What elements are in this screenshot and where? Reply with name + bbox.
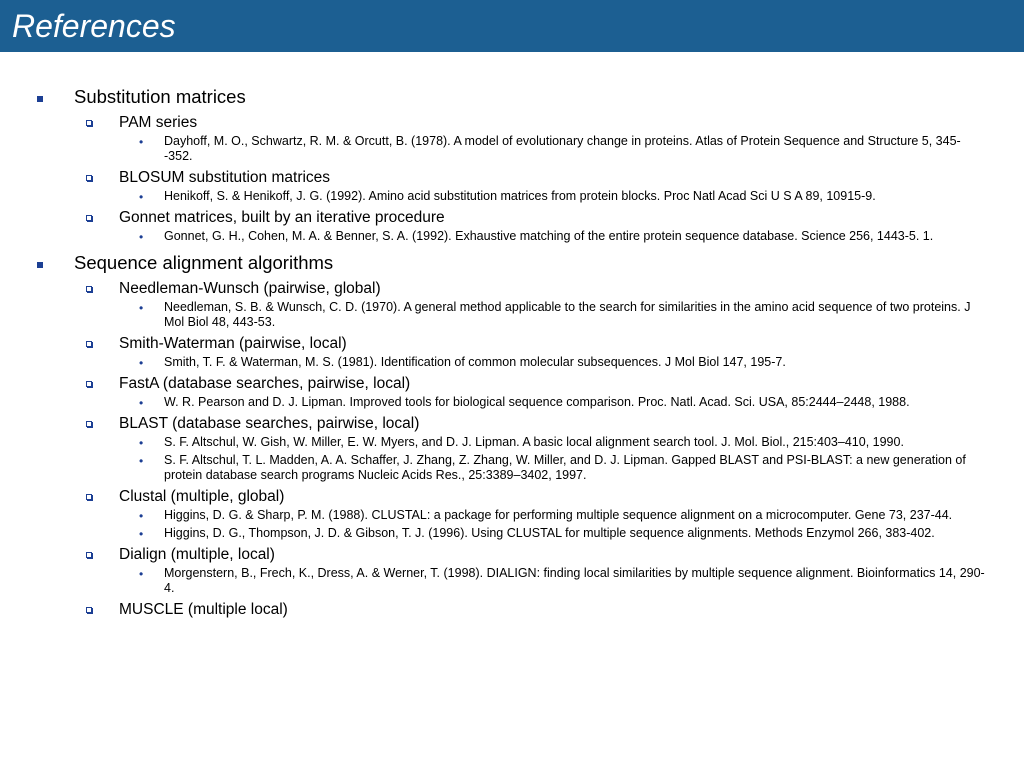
reference-text: Dayhoff, M. O., Schwartz, R. M. & Orcutt, B. (1978). A model of evolutionary change in proteins. Atlas of Protein Sequence and Structure 5, 345--352.: [164, 134, 961, 163]
title-bar: [0, 0, 1024, 52]
topic-heading: [0, 333, 1024, 354]
topic: [0, 207, 1024, 244]
section-heading: [0, 250, 1024, 276]
section: [0, 250, 1024, 620]
reference-item: [0, 566, 1024, 596]
filled-square-bullet-icon: [37, 262, 43, 268]
topic: [0, 373, 1024, 410]
round-dot-bullet-icon: •: [139, 396, 144, 410]
topic: [0, 599, 1024, 620]
topic-label: MUSCLE (multiple local): [119, 601, 288, 618]
round-dot-bullet-icon: •: [139, 527, 144, 541]
round-dot-bullet-icon: •: [139, 135, 144, 149]
round-dot-bullet-icon: •: [139, 356, 144, 370]
reference-outline: [0, 80, 1024, 620]
hollow-square-bullet-icon: [86, 215, 92, 221]
reference-item: [0, 300, 1024, 330]
topic-label: FastA (database searches, pairwise, local): [119, 375, 411, 392]
topic: [0, 413, 1024, 483]
topic-heading: [0, 373, 1024, 394]
round-dot-bullet-icon: •: [139, 509, 144, 523]
section-label: Sequence alignment algorithms: [74, 252, 334, 273]
topic-label: Needleman-Wunsch (pairwise, global): [119, 280, 381, 297]
reference-item: [0, 435, 1024, 450]
topic-label: Gonnet matrices, built by an iterative procedure: [119, 209, 445, 226]
reference-text: S. F. Altschul, W. Gish, W. Miller, E. W. Myers, and D. J. Lipman. A basic local alignment search tool. J. Mol. Biol., 215:403–410, 1990.: [164, 435, 904, 449]
topic-heading: [0, 544, 1024, 565]
reference-item: [0, 355, 1024, 370]
section-heading: [0, 84, 1024, 110]
topic-label: BLAST (database searches, pairwise, local): [119, 415, 420, 432]
round-dot-bullet-icon: •: [139, 230, 144, 244]
reference-item: [0, 189, 1024, 204]
slide-title: References: [12, 8, 176, 44]
topic-heading: [0, 167, 1024, 188]
topic: [0, 544, 1024, 596]
hollow-square-bullet-icon: [86, 175, 92, 181]
topic: [0, 333, 1024, 370]
reference-item: [0, 134, 1024, 164]
topic-heading: [0, 207, 1024, 228]
filled-square-bullet-icon: [37, 96, 43, 102]
topic: [0, 112, 1024, 164]
topic-label: Clustal (multiple, global): [119, 488, 285, 505]
round-dot-bullet-icon: •: [139, 436, 144, 450]
topic-heading: [0, 486, 1024, 507]
topic-label: Smith-Waterman (pairwise, local): [119, 335, 347, 352]
reference-item: [0, 395, 1024, 410]
section: [0, 84, 1024, 244]
topic-heading: [0, 112, 1024, 133]
topic-label: BLOSUM substitution matrices: [119, 169, 331, 186]
topic: [0, 167, 1024, 204]
hollow-square-bullet-icon: [86, 421, 92, 427]
topic-heading: [0, 278, 1024, 299]
topic-heading: [0, 599, 1024, 620]
round-dot-bullet-icon: •: [139, 190, 144, 204]
topic: [0, 486, 1024, 541]
round-dot-bullet-icon: •: [139, 567, 144, 581]
reference-text: S. F. Altschul, T. L. Madden, A. A. Schaffer, J. Zhang, Z. Zhang, W. Miller, and D. J. Lipman. Gapped BLAST and PSI-BLAST: a new generation of protein database search programs Nucleic Acids Res., 25:3389–3402, 1997.: [164, 453, 966, 482]
reference-item: [0, 229, 1024, 244]
reference-item: [0, 508, 1024, 523]
hollow-square-bullet-icon: [86, 286, 92, 292]
round-dot-bullet-icon: •: [139, 454, 144, 468]
hollow-square-bullet-icon: [86, 607, 92, 613]
topic-label: Dialign (multiple, local): [119, 546, 275, 563]
reference-text: Higgins, D. G. & Sharp, P. M. (1988). CLUSTAL: a package for performing multiple sequence alignment on a microcomputer. Gene 73, 237-44.: [164, 508, 953, 522]
topic-label: PAM series: [119, 114, 198, 131]
reference-text: Henikoff, S. & Henikoff, J. G. (1992). Amino acid substitution matrices from protein blocks. Proc Natl Acad Sci U S A 89, 10915-9.: [164, 189, 876, 203]
hollow-square-bullet-icon: [86, 381, 92, 387]
round-dot-bullet-icon: •: [139, 301, 144, 315]
reference-text: Morgenstern, B., Frech, K., Dress, A. & Werner, T. (1998). DIALIGN: finding local similarities by multiple sequence alignment. Bioinformatics 14, 290-4.: [164, 566, 985, 595]
topic: [0, 278, 1024, 330]
reference-text: Higgins, D. G., Thompson, J. D. & Gibson, T. J. (1996). Using CLUSTAL for multiple sequence alignments. Methods Enzymol 266, 383-402.: [164, 526, 935, 540]
reference-item: [0, 526, 1024, 541]
hollow-square-bullet-icon: [86, 341, 92, 347]
reference-text: Needleman, S. B. & Wunsch, C. D. (1970). A general method applicable to the search for similarities in the amino acid sequence of two proteins. J Mol Biol 48, 443-53.: [164, 300, 971, 329]
hollow-square-bullet-icon: [86, 494, 92, 500]
reference-text: Smith, T. F. & Waterman, M. S. (1981). Identification of common molecular subsequences. J Mol Biol 147, 195-7.: [164, 355, 786, 369]
hollow-square-bullet-icon: [86, 552, 92, 558]
section-label: Substitution matrices: [74, 86, 246, 107]
reference-text: W. R. Pearson and D. J. Lipman. Improved tools for biological sequence comparison. Proc. Natl. Acad. Sci. USA, 85:2444–2448, 1988.: [164, 395, 910, 409]
reference-text: Gonnet, G. H., Cohen, M. A. & Benner, S. A. (1992). Exhaustive matching of the entire protein sequence database. Science 256, 1443-5. 1.: [164, 229, 934, 243]
topic-heading: [0, 413, 1024, 434]
reference-item: [0, 453, 1024, 483]
hollow-square-bullet-icon: [86, 120, 92, 126]
